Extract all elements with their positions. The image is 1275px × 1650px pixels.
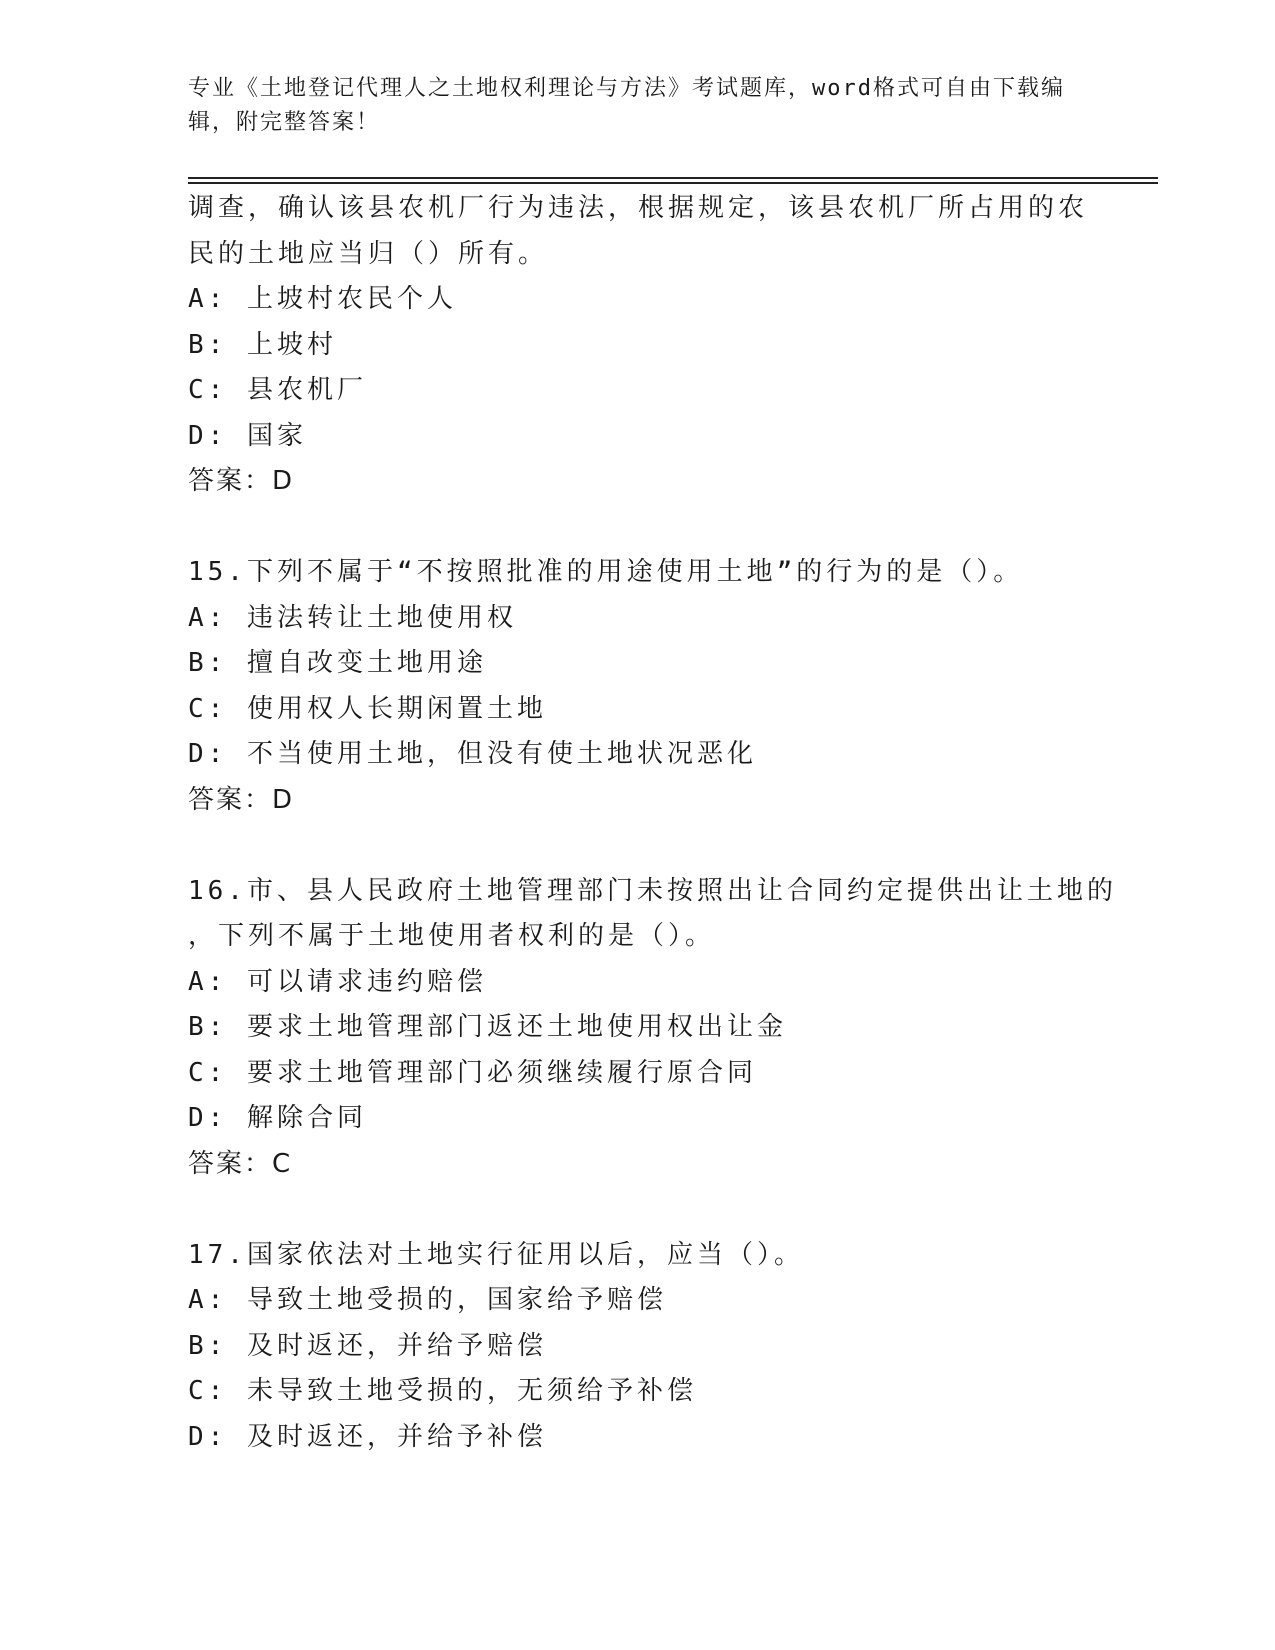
option-a: A: 可以请求违约赔偿 bbox=[188, 966, 487, 997]
question-stem: 15.下列不属于“不按照批准的用途使用土地”的行为的是（）。 bbox=[188, 557, 1024, 587]
document-intro: 专业《土地登记代理人之土地权利理论与方法》考试题库，word格式可自由下载编辑，附完整答案！ bbox=[188, 76, 1065, 135]
option-d: D: 不当使用土地，但没有使土地状况恶化 bbox=[188, 739, 757, 769]
question-stem: 调查，确认该县农机厂行为违法，根据规定，该县农机厂所占用的农 bbox=[188, 193, 1089, 223]
question-stem: ，下列不属于土地使用者权利的是（）。 bbox=[188, 921, 716, 951]
option-c: C: 县农机厂 bbox=[188, 375, 367, 405]
option-c: C: 未导致土地受损的，无须给予补偿 bbox=[188, 1376, 697, 1406]
option-a: A: 导致土地受损的，国家给予赔偿 bbox=[188, 1285, 667, 1315]
spacer bbox=[188, 823, 1148, 869]
question-14-continued bbox=[188, 186, 1148, 505]
answer: 答案：C bbox=[188, 1148, 293, 1179]
answer: 答案：D bbox=[188, 784, 295, 815]
header-divider-bottom bbox=[188, 182, 1158, 184]
option-a: A: 违法转让土地使用权 bbox=[188, 602, 517, 633]
header-divider-top bbox=[188, 177, 1158, 179]
spacer bbox=[188, 1187, 1148, 1233]
answer: 答案：D bbox=[188, 466, 295, 496]
option-b: B: 要求土地管理部门返还土地使用权出让金 bbox=[188, 1012, 787, 1042]
option-d: D: 国家 bbox=[188, 420, 307, 451]
question-16 bbox=[188, 869, 1148, 1188]
option-b: B: 上坡村 bbox=[188, 329, 337, 360]
question-stem: 16.市、县人民政府土地管理部门未按照出让合同约定提供出让土地的 bbox=[188, 875, 1117, 906]
option-c: C: 使用权人长期闲置土地 bbox=[188, 693, 547, 724]
option-c: C: 要求土地管理部门必须继续履行原合同 bbox=[188, 1057, 757, 1088]
question-list bbox=[188, 186, 1148, 1460]
spacer bbox=[188, 505, 1148, 551]
option-a: A: 上坡村农民个人 bbox=[188, 284, 457, 314]
option-d: D: 解除合同 bbox=[188, 1103, 367, 1133]
option-d: D: 及时返还，并给予补偿 bbox=[188, 1421, 547, 1452]
question-15 bbox=[188, 550, 1148, 823]
question-stem: 民的土地应当归（）所有。 bbox=[188, 238, 549, 269]
question-stem: 17.国家依法对土地实行征用以后，应当（）。 bbox=[188, 1239, 804, 1270]
option-b: B: 及时返还，并给予赔偿 bbox=[188, 1330, 547, 1361]
question-17 bbox=[188, 1233, 1148, 1461]
option-b: B: 擅自改变土地用途 bbox=[188, 648, 487, 678]
